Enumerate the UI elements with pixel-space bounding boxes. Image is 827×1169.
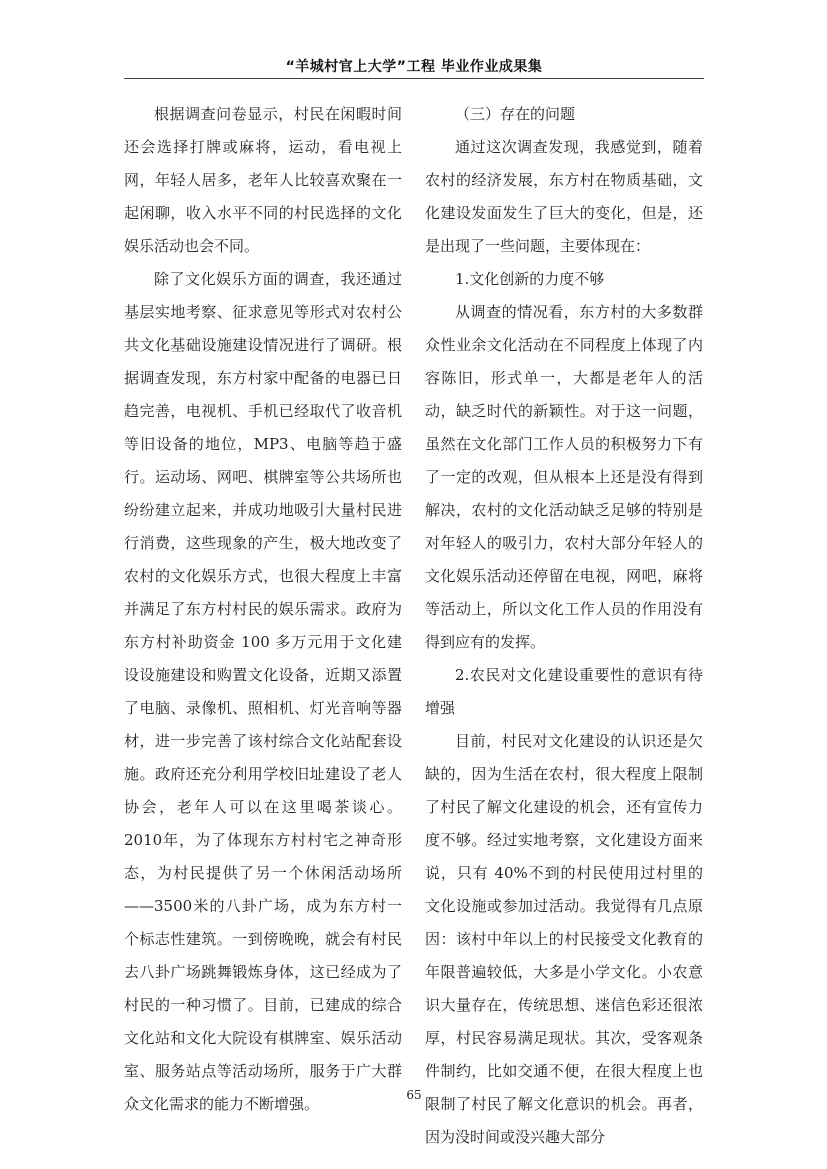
- paragraph: 除了文化娱乐方面的调查，我还通过基层实地考察、征求意见等形式对农村公共文化基础设施建设情况进行了调研。根据调查发现，东方村家中配备的电器已日趋完善，电视机、手机已经取代了收音机等旧设备的地位，MP3、电脑等趋于盛行。运动场、网吧、棋牌室等公共场所也纷纷建立起来，并成功地吸引大量村民进行消费，这些现象的产生，极大地改变了农村的文化娱乐方式，也很大程度上丰富并满足了东方村村民的娱乐需求。政府为东方村补助资金 100 多万元用于文化建设设施建设和购置文化设备，近期又添置了电脑、录像机、照相机、灯光音响等器材，进一步完善了该村综合文化站配套设施。政府还充分利用学校旧址建设了老人协会，老年人可以在这里喝茶谈心。2010年，为了体现东方村村宅之神奇形态，为村民提供了另一个休闲活动场所——3500米的八卦广场，成为东方村一个标志性建筑。一到傍晚晚，就会有村民去八卦广场跳舞锻炼身体，这已经成为了村民的一种习惯了。目前，已建成的综合文化站和文化大院设有棋牌室、娱乐活动室、服务站点等活动场所，服务于广大群众文化需求的能力不断增强。: [124, 270, 402, 1113]
- header-rule: [124, 78, 704, 79]
- paragraph: 根据调查问卷显示，村民在闲暇时间还会选择打牌或麻将，运动，看电视上网，年轻人居多，老年人比较喜欢聚在一起闲聊，收入水平不同的村民选择的文化娱乐活动也会不同。: [124, 105, 402, 255]
- running-header: “羊城村官上大学”工程 毕业作业成果集: [285, 59, 543, 75]
- page-number: 65: [406, 1088, 422, 1102]
- subsection-heading: 1.文化创新的力度不够: [455, 270, 605, 288]
- right-column: [425, 98, 703, 1154]
- paragraph: 从调查的情况看，东方村的大多数群众性业余文化活动在不同程度上体现了内容陈旧，形式单一，大都是老年人的活动，缺乏时代的新颖性。对于这一问题，虽然在文化部门工作人员的积极努力下有了一定的改观，但从根本上还是没有得到解决，农村的文化活动缺乏足够的特别是对年轻人的吸引力，农村大部分年轻人的文化娱乐活动还停留在电视，网吧，麻将等活动上，所以文化工作人员的作用没有得到应有的发挥。: [425, 303, 703, 651]
- section-heading: （三）存在的问题: [455, 105, 576, 123]
- left-column: [124, 98, 402, 1121]
- paragraph: 通过这次调查发现，我感觉到，随着农村的经济发展，东方村在物质基础，文化建设发面发生了巨大的变化，但是，还是出现了一些问题，主要体现在：: [425, 138, 703, 255]
- paragraph: 目前，村民对文化建设的认识还是欠缺的，因为生活在农村，很大程度上限制了村民了解文化建设的机会，还有宣传力度不够。经过实地考察，文化建设方面来说，只有 40%不到的村民使用过村里的文化设施或参加过活动。我觉得有几点原因：该村中年以上的村民接受文化教育的年限普遍较低，大多是小学文化。小农意识大量存在，传统思想、迷信色彩还很浓厚，村民容易满足现状。其次，受客观条件制约，比如交通不便，在很大程度上也限制了村民了解文化意识的机会。再者，因为没时间或没兴趣大部分: [425, 732, 703, 1146]
- subsection-heading: 2.农民对文化建设重要性的意识有待增强: [425, 666, 703, 717]
